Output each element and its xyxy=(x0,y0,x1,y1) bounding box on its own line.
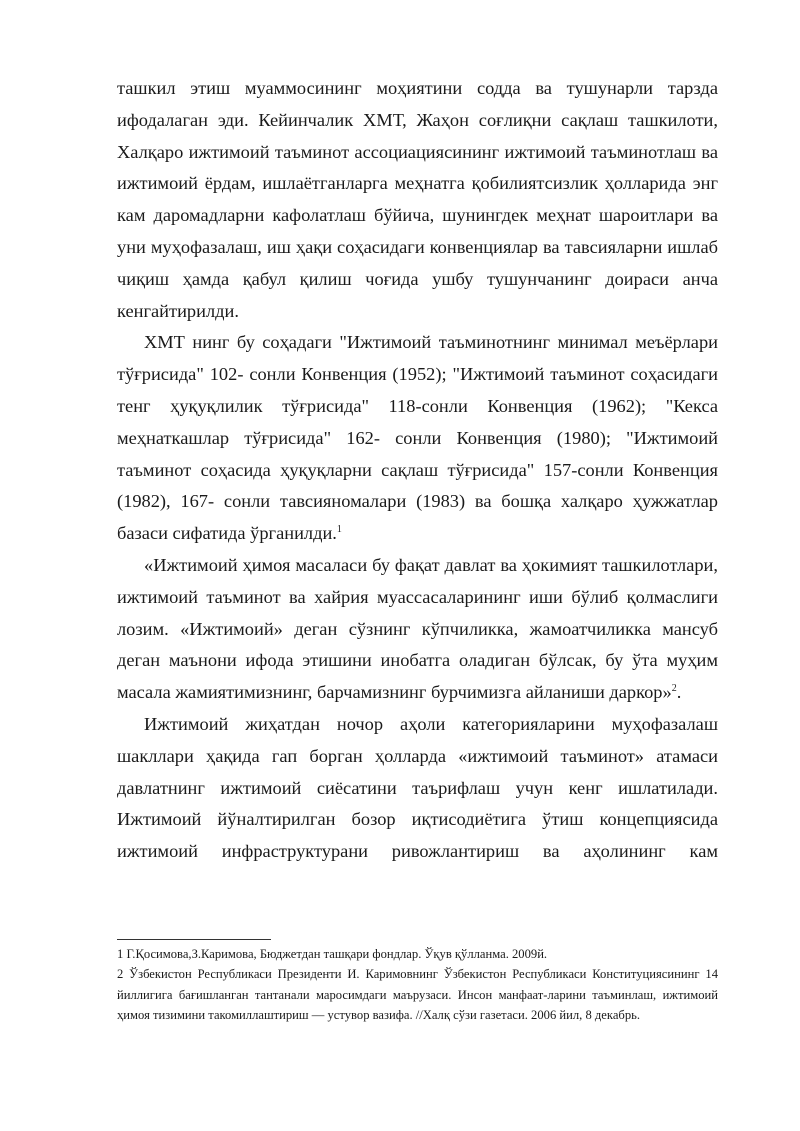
paragraph-continuation xyxy=(117,73,718,327)
footnote-1: 1 Г.Қосимова,З.Каримова, Бюджетдан ташқари фондлар. Ўқув қўлланма. 2009й. xyxy=(117,947,548,961)
paragraph-quote xyxy=(117,550,718,709)
paragraph-text: ХМТ нинг бу соҳадаги "Ижтимоий таъминотнинг минимал меъёрлари тўғрисида" 102- сонли Конвенция (1952); "Ижтимоий таъминот соҳасидаги тенг ҳуқуқлилик тўғрисида" 118-сонли Конвенция (1962); "Кекса меҳнаткашлар тўғрисида" 162- сонли Конвенция (1980); "Ижтимоий таъминот соҳасида ҳуқуқларни сақлаш тўғрисида" 157-сонли Конвенция (1982), 167- сонли тавсияномалари (1983) ва бошқа халқаро ҳужжатлар базаси сифатида ўрганилди. xyxy=(117,332,718,544)
footnote-2: 2 Ўзбекистон Республикаси Президенти И. Каримовнинг Ўзбекистон Республикаси Конституциясининг 14 йиллигига бағишланган тантанали маросимдаги маърузаси. Инсон манфаат-ларини таъминлаш, ижтимоий ҳимоя тизимини такомиллаштириш — устувор вазифа. //Халқ сўзи газетаси. 2006 йил, 8 декабрь. xyxy=(117,967,718,1022)
footnotes xyxy=(117,944,718,1025)
paragraph-suffix: . xyxy=(676,682,682,703)
paragraph-social-protection xyxy=(117,709,718,868)
paragraph-text: ташкил этиш муаммосининг моҳиятини содда ва тушунарли тарзда ифодалаган эди. Кейинчалик ХМТ, Жаҳон соғлиқни сақлаш ташкилоти, Халқаро ижтимоий таъминот ассоциациясининг ижтимоий таъминотлаш ва ижтимоий ёрдам, ишлаётганларга меҳнатга қобилиятсизлик ҳолларида энг кам даромадларни кафолатлаш бўйича, шунингдек меҳнат шароитлари ва уни муҳофазалаш, иш ҳақи соҳасидаги конвенциялар ва тавсияларни ишлаб чиқиш ҳамда қабул қилиш чоғида ушбу тушунчанинг доираси анча кенгайтирилди. xyxy=(117,78,718,321)
footnote-separator xyxy=(117,939,271,940)
footnote-reference[interactable]: 2 xyxy=(671,683,677,695)
footnote-reference[interactable]: 1 xyxy=(336,524,342,536)
paragraph-ilo-conventions xyxy=(117,327,718,550)
paragraph-text: «Ижтимоий ҳимоя масаласи бу фақат давлат ва ҳокимият ташкилотлари, ижтимоий таъминот ва хайрия муассасаларининг иши бўлиб қолмаслиги лозим. «Ижтимоий» деган сўзнинг кўпчиликка, жамоатчиликка мансуб деган маънони ифода этишини инобатга оладиган бўлсак, бу ўта муҳим масала жамиятимизнинг, барчамизнинг бурчимизга айланиши даркор» xyxy=(117,554,718,703)
paragraph-text: Ижтимоий жиҳатдан ночор аҳоли категорияларини муҳофазалаш шакллари ҳақида гап борган ҳолларда «ижтимоий таъминот» атамаси давлатнинг ижтимоий сиёсатини таърифлаш учун кенг ишлатилади. Ижтимоий йўналтирилган бозор иқтисодиётига ўтиш концепциясида ижтимоий инфраструктурани ривожлантириш ва аҳолининг кам xyxy=(117,713,718,862)
document-body xyxy=(117,73,718,868)
